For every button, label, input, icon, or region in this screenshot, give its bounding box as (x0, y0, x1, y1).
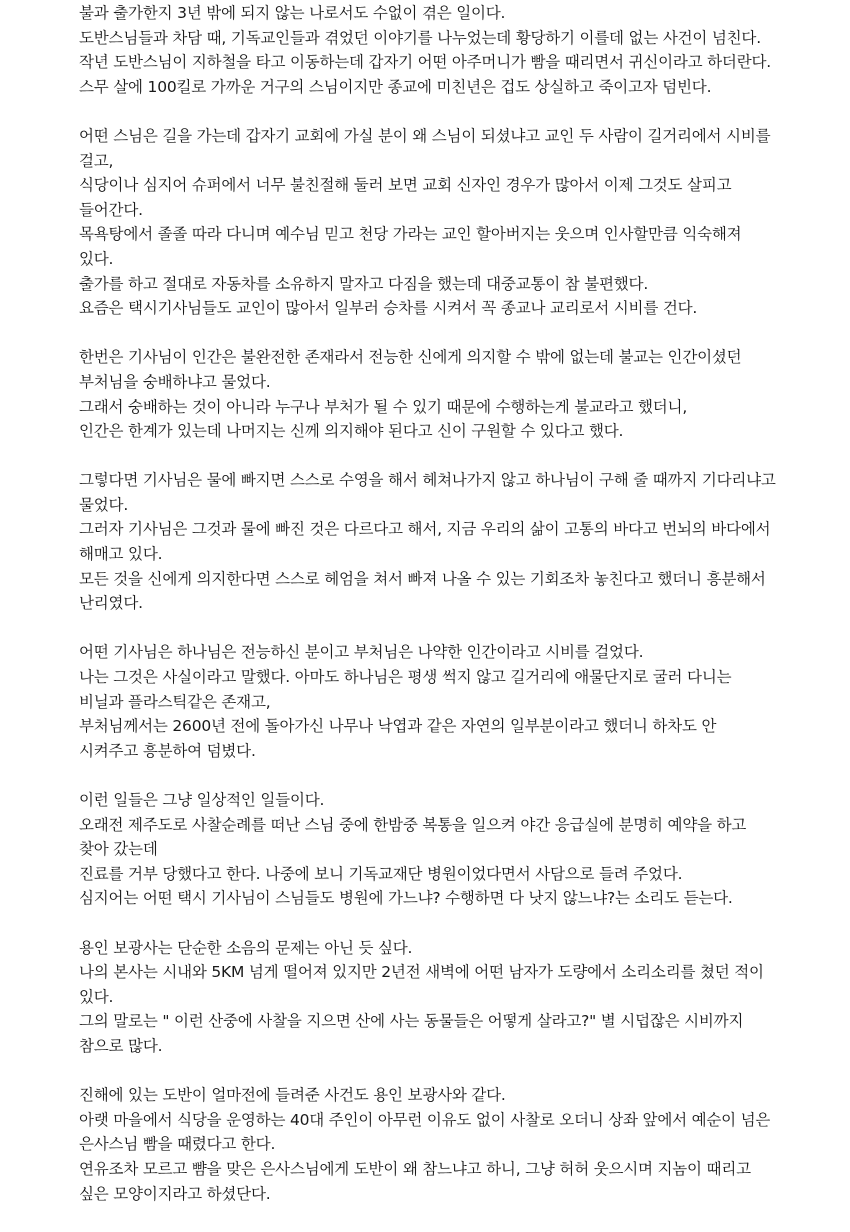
text-line: 아랫 마을에서 식당을 운영하는 40대 주인이 아무런 이유도 없이 사찰로 오더니 상좌 앞에서 예순이 넘은 은사스님 빰을 때렸다고 한다. (79, 1110, 771, 1154)
paragraph (79, 1083, 779, 1206)
text-line: 그러자 기사님은 그것과 물에 빠진 것은 다르다고 해서, 지금 우리의 삶이 고통의 바다고 번뇌의 바다에서 해매고 있다. (79, 520, 771, 564)
text-line: 부처님께서는 2600년 전에 돌아가신 나무나 낙엽과 같은 자연의 일부분이라고 했더니 하차도 안 시켜주고 흥분하여 덤볐다. (79, 717, 717, 760)
text-line: 심지어는 어떤 택시 기사님이 스님들도 병원에 가느냐? 수행하면 다 낫지 않느냐?는 소리도 듣는다. (79, 889, 733, 908)
text-line: 스무 살에 100킬로 가까운 거구의 스님이지만 종교에 미친년은 겁도 상실하고 죽이고자 덤빈다. (79, 77, 712, 96)
text-line: 이런 일들은 그냥 일상적인 일들이다. (79, 791, 325, 809)
paragraph (79, 788, 779, 911)
article-body (79, 1, 779, 1231)
text-line: 불과 출가한지 3년 밖에 되지 않는 나로서도 수없이 겪은 일이다. (79, 4, 506, 22)
text-line: 출가를 하고 절대로 자동차를 소유하지 말자고 다짐을 했는데 대중교통이 참 불편했다. (79, 274, 649, 293)
paragraph (79, 124, 779, 321)
text-line: 도반스님들과 차담 때, 기독교인들과 겪었던 이야기를 나누었는데 황당하기 이를데 없는 사건이 넘친다. (79, 28, 761, 47)
paragraph (79, 936, 779, 1059)
text-line: 그렇다면 기사님은 물에 빠지면 스스로 수영을 해서 헤쳐나가지 않고 하나님이 구해 줄 때까지 기다리냐고 물었다. (79, 471, 776, 514)
text-line: 나의 본사는 시내와 5KM 넘게 떨어져 있지만 2년전 새벽에 어떤 남자가 도량에서 소리소리를 쳤던 적이 있다. (79, 963, 764, 1006)
text-line: 용인 보광사는 단순한 소음의 문제는 아닌 듯 싶다. (79, 938, 413, 957)
paragraph (79, 468, 779, 616)
text-line: 오래전 제주도로 사찰순례를 떠난 스님 중에 한밤중 복통을 일으켜 야간 응급실에 분명히 예약을 하고 찾아 갔는데 (79, 815, 747, 859)
paragraph (79, 345, 779, 443)
text-line: 인간은 한계가 있는데 나머지는 신께 의지해야 된다고 신이 구원할 수 있다고 했다. (79, 422, 624, 441)
text-line: 어떤 스님은 길을 가는데 갑자기 교회에 가실 분이 왜 스님이 되셨냐고 교인 두 사람이 길거리에서 시비를 걸고, (79, 126, 771, 170)
text-line: 식당이나 심지어 슈퍼에서 너무 불친절해 둘러 보면 교회 신자인 경우가 많아서 이제 그것도 살피고 들어간다. (79, 176, 732, 219)
text-line: 진해에 있는 도반이 얼마전에 들려준 사건도 용인 보광사와 같다. (79, 1086, 506, 1105)
text-line: 진료를 거부 당했다고 한다. 나중에 보니 기독교재단 병원이었다면서 사담으로 들려 주었다. (79, 864, 683, 883)
text-line: 그래서 숭배하는 것이 아니라 누구나 부처가 될 수 있기 때문에 수행하는게 불교라고 했더니, (79, 397, 688, 416)
text-line: 한번은 기사님이 인간은 불완전한 존재라서 전능한 신에게 의지할 수 밖에 없는데 불교는 인간이셨던 부처님을 숭배하냐고 물었다. (79, 348, 742, 391)
paragraph (79, 640, 779, 763)
text-line: 어떤 기사님은 하나님은 전능하신 분이고 부처님은 나약한 인간이라고 시비를 걸었다. (79, 643, 644, 662)
text-line: 요즘은 택시기사님들도 교인이 많아서 일부러 승차를 시켜서 꼭 종교나 교리로서 시비를 건다. (79, 299, 698, 318)
text-line: 연유조차 모르고 뺨을 맞은 은사스님에게 도반이 왜 참느냐고 하니, 그냥 허허 웃으시며 지놈이 때리고 싶은 모양이지라고 하셨단다. (79, 1159, 751, 1203)
text-line: 나는 그것은 사실이라고 말했다. 아마도 하나님은 평생 썩지 않고 길거리에 애물단지로 굴러 다니는 비닐과 플라스틱같은 존재고, (79, 668, 732, 711)
text-line: 목욕탕에서 졸졸 따라 다니며 예수님 믿고 천당 가라는 교인 할아버지는 웃으며 인사할만큼 익숙해져 있다. (79, 225, 742, 268)
text-line: 작년 도반스님이 지하철을 타고 이동하는데 갑자기 어떤 아주머니가 빰을 때리면서 귀신이라고 하더란다. (79, 53, 771, 72)
text-line: 그의 말로는 " 이런 산중에 사찰을 지으면 산에 사는 동물들은 어떻게 살라고?" 별 시덥잖은 시비까지 참으로 많다. (79, 1012, 744, 1055)
text-line: 모든 것을 신에게 의지한다면 스스로 헤엄을 쳐서 빠져 나올 수 있는 기회조차 놓친다고 했더니 흥분해서 난리였다. (79, 569, 766, 613)
paragraph (79, 1, 779, 99)
